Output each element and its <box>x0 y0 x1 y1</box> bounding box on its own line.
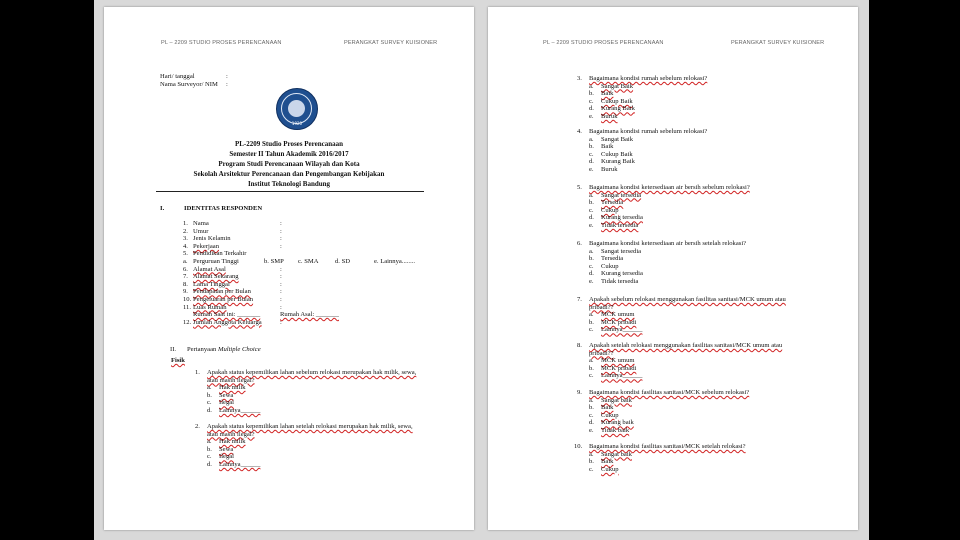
question-block: 9. Bagaimana kondisi fasilitas sanitasi/MCK sebelum relokasi? a. Sangat baik b. Baik c. Cukup d. Kurang baik e. Tidak baik <box>577 389 750 434</box>
option-item[interactable]: d. Kurang baik <box>589 419 634 427</box>
option-list <box>577 192 750 230</box>
option-item[interactable]: b. Baik <box>589 90 614 98</box>
question-block: 3. Bagaimana kondisi rumah sebelum relokasi? a. Sangat Baik b. Baik c. Cukup Baik d. Kurang Baik e. Buruk <box>577 75 708 120</box>
subsection-title: Fisik <box>171 357 185 364</box>
option-list <box>577 248 746 286</box>
option-item[interactable]: d. Kurang Baik <box>589 158 635 166</box>
identity-row: 12. Jumlah Anggota Keluarga : <box>183 318 282 326</box>
option-item[interactable]: b. Baik <box>589 143 614 151</box>
page-header-right: PERANGKAT SURVEY KUISIONER <box>344 40 438 46</box>
question-block: 1. Apakah status kepemilikan lahan sebelum relokasi merupakan hak milik, sewa, atau masih ilegal? a. Hak milik b. Sewa c. Ilegal d. Lainnya______ <box>195 369 417 414</box>
option-list <box>577 136 707 174</box>
page-header-right: PERANGKAT SURVEY KUISIONER <box>731 40 825 46</box>
meta-date-colon: : <box>226 73 228 80</box>
option-item[interactable]: a. Sangat Baik <box>589 82 634 90</box>
meta-date-label: Hari/ tanggal <box>160 73 195 80</box>
option-item[interactable]: c. Lainnya______ <box>589 372 643 380</box>
option-list <box>574 451 746 474</box>
option-item[interactable]: d. Kurang Baik <box>589 105 635 113</box>
option-item[interactable]: a. Hak milik <box>207 384 246 392</box>
logo-emblem <box>288 100 305 117</box>
question-block: 8. Apakah setelah relokasi menggunakan fasilitas sanitasi/MCK umum atau pribadi?? a. MCK umum b. MCK pribadi c. Lainnya______ <box>577 342 783 380</box>
identity-row: 4. Pekerjaan : <box>183 242 282 250</box>
option-item[interactable]: b. MCK pribadi <box>589 318 637 326</box>
option-item[interactable]: d. Kurang tersedia <box>589 214 643 222</box>
option-item[interactable]: e. Tidak tersedia <box>589 221 639 229</box>
identity-row: 5. Pendidikan Terkahir <box>183 250 247 258</box>
option-item[interactable]: d. Kurang tersedia <box>589 270 643 278</box>
option-item[interactable]: b. Sewa <box>207 391 234 399</box>
option-item[interactable]: b. Tersedia <box>589 199 624 207</box>
title-divider <box>156 191 424 192</box>
question-block: 2. Apakah status kepemilikan lahan setelah relokasi merupakan hak milik, sewa, atau masih ilegal? a. Hak milik b. Sewa c. Ilegal d. Lainnya______ <box>195 423 413 468</box>
title-course: PL-2209 Studio Proses Perencanaan <box>234 140 344 148</box>
option-item[interactable]: b. Tersedia <box>589 255 624 263</box>
option-item[interactable]: a. Sangat tersedia <box>589 191 642 199</box>
option-item[interactable]: c. Cukup Baik <box>589 150 633 158</box>
option-item[interactable]: b. Baik <box>589 404 614 412</box>
section1-number: I. <box>160 205 165 212</box>
option-item[interactable]: a. MCK umum <box>589 311 635 319</box>
question-block: 6. Bagaimana kondisi ketersediaan air bersih setelah relokasi? a. Sangat tersedia b. Tersedia c. Cukup d. Kurang tersedia e. Tidak tersedia <box>577 240 747 285</box>
identity-row: 9. Pendapatan per Bulan : <box>183 288 282 296</box>
option-item[interactable]: b. Baik <box>589 458 614 466</box>
section2-title: Pertanyaan Multiple Choice <box>187 346 261 353</box>
option-item[interactable]: e. Buruk <box>589 112 618 120</box>
section2-number: II. <box>170 346 177 353</box>
option-list <box>195 438 413 468</box>
option-item[interactable]: c. Cukup Baik <box>589 97 633 105</box>
option-list <box>577 83 707 121</box>
option-list <box>195 384 416 414</box>
identity-row: 6. Alamat Asal : <box>183 265 282 273</box>
option-list <box>577 397 749 435</box>
option-item[interactable]: a. Hak milik <box>207 438 246 446</box>
identity-row: 11. Luas Rumah : <box>183 303 282 311</box>
identity-row: 1. Nama : <box>183 220 282 227</box>
meta-surveyor-label: Nama Surveyor/ NIM <box>160 81 218 88</box>
document-page-2 <box>488 7 858 530</box>
option-item[interactable]: c. Cukup <box>589 262 619 270</box>
option-item[interactable]: b. MCK pribadi <box>589 364 637 372</box>
option-list <box>577 311 786 334</box>
identity-row-house-size: Rumah Saat ini: _______ Rumah Asal: _______ <box>193 311 339 319</box>
option-item[interactable]: a. MCK umum <box>589 357 635 365</box>
identity-row: 8. Lama Tinggal : <box>183 280 282 288</box>
option-list <box>577 357 782 380</box>
option-item[interactable]: e. Buruk <box>589 165 618 173</box>
title-institute: Institut Teknologi Bandung <box>247 180 331 188</box>
page-header-left: PL – 2209 STUDIO PROSES PERENCANAAN <box>161 40 282 46</box>
option-item[interactable]: a. Sangat Baik <box>589 135 634 143</box>
meta-surveyor-colon: : <box>226 81 228 88</box>
option-item[interactable]: d. Lainnya______ <box>207 406 261 414</box>
title-program: Program Studi Perencanaan Wilayah dan Kota <box>218 160 360 168</box>
title-semester: Semester II Tahun Akademik 2016/2017 <box>229 150 349 158</box>
option-item[interactable]: c. Lainnya______ <box>589 326 643 334</box>
question-block: 7. Apakah sebelum relokasi menggunakan fasilitas sanitasi/MCK umum atau pribadi?? a. MCK umum b. MCK pribadi c. Lainnya______ <box>577 296 786 334</box>
itb-logo <box>276 88 318 130</box>
option-item[interactable]: e. Tidak tersedia <box>589 277 639 285</box>
title-school: Sekolah Arsitektur Perencanaan dan Pengembangan Kebijakan <box>193 170 385 178</box>
identity-row: 2. Umur : <box>183 227 282 235</box>
identity-row: 7. Alamat Sekarang : <box>183 273 282 281</box>
identity-row: 10. Pengeluaran per Bulan : <box>183 295 282 303</box>
option-item[interactable]: d. Lainnya______ <box>207 460 261 468</box>
section1-title: IDENTITAS RESPONDEN <box>184 205 263 212</box>
option-item[interactable]: c. Cukup <box>589 465 619 473</box>
document-page-1 <box>104 7 474 530</box>
identity-list <box>183 220 415 326</box>
logo-year: 1920 <box>291 121 303 126</box>
option-item[interactable]: c. Ilegal <box>207 399 235 407</box>
question-block: 4. Bagaimana kondisi rumah sebelum relokasi? a. Sangat Baik b. Baik c. Cukup Baik d. Kurang Baik e. Buruk <box>577 128 708 173</box>
question-block: 10. Bagaimana kondisi fasilitas sanitasi/MCK setelah relokasi? a. Sangat baik b. Baik c. Cukup <box>574 443 746 473</box>
option-item[interactable]: c. Cukup <box>589 411 619 419</box>
option-item[interactable]: c. Cukup <box>589 206 619 214</box>
identity-row: 3. Jenis Kelamin : <box>183 235 282 243</box>
option-item[interactable]: e. Tidak baik <box>589 426 630 434</box>
option-item[interactable]: c. Ilegal <box>207 453 235 461</box>
option-item[interactable]: b. Sewa <box>207 445 234 453</box>
option-item[interactable]: a. Sangat tersedia <box>589 247 642 255</box>
question-block: 5. Bagaimana kondisi ketersediaan air bersih sebelum relokasi? a. Sangat tersedia b. Tersedia c. Cukup d. Kurang tersedia e. Tidak tersedia <box>577 184 750 229</box>
page-header-left: PL – 2209 STUDIO PROSES PERENCANAAN <box>543 40 664 46</box>
option-item[interactable]: a. Sangat baik <box>589 450 632 458</box>
option-item[interactable]: a. Sangat baik <box>589 396 632 404</box>
identity-row-education: a. Perguruan Tinggi b. SMP c. SMA d. SD e. Lainnya........ <box>183 257 416 265</box>
